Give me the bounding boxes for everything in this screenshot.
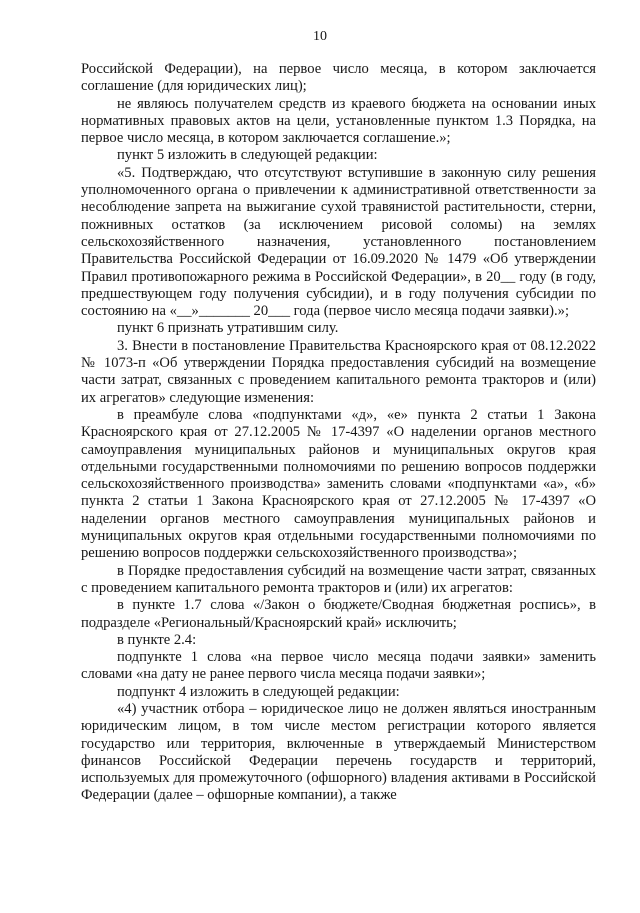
page-number: 10 <box>313 29 327 44</box>
paragraph: в Порядке предоставления субсидий на возмещение части затрат, связанных с проведением капитального ремонта тракторов и (или) их агрегатов: <box>81 562 596 596</box>
paragraph: «4) участник отбора – юридическое лицо не должен являться иностранным юридическим лицом, в том числе местом регистрации которого является государство или территория, включенные в утверждаемый Министерством финансов Российской Федерации перечень государств и территорий, используемых для промежуточного (офшорного) владения активами в Российской Федерации (далее – офшорные компании), а также <box>81 700 596 804</box>
paragraph: в пункте 2.4: <box>117 631 197 648</box>
paragraph: в пункте 1.7 слова «/Закон о бюджете/Сводная бюджетная роспись», в подразделе «Региональный/Красноярский край» исключить; <box>81 597 596 631</box>
paragraph: Российской Федерации), на первое число месяца, в котором заключается соглашение (для юридических лиц); <box>81 61 596 95</box>
paragraph: не являюсь получателем средств из краевого бюджета на основании иных нормативных правовых актов на цели, установленные пунктом 1.3 Порядка, на первое число месяца, в котором заключается соглашение.»; <box>81 95 596 147</box>
paragraph: 3. Внести в постановление Правительства Красноярского края от 08.12.2022 № 1073-п «Об утверждении Порядка предоставления субсидий на возмещение части затрат, связанных с проведением капитального ремонта тракторов и (или) их агрегатов» следующие изменения: <box>81 337 596 406</box>
paragraph: подпункте 1 слова «на первое число месяца подачи заявки» заменить словами «на дату не ранее первого числа месяца подачи заявки»; <box>81 649 596 683</box>
paragraph: в преамбуле слова «подпунктами «д», «е» пункта 2 статьи 1 Закона Красноярского края от 27.12.2005 № 17-4397 «О наделении органов местного самоуправления муниципальных районов и муниципальных округов края отдельными государственными полномочиями по решению вопросов поддержки сельскохозяйственного производства» заменить словами «подпунктами «а», «б» пункта 2 статьи 1 Закона Красноярского края от 27.12.2005 № 17-4397 «О наделении органов местного самоуправления муниципальных районов и муниципальных округов края отдельными государственными полномочиями по решению вопросов поддержки сельскохозяйственного производства»; <box>81 406 596 562</box>
document-body <box>81 61 596 805</box>
paragraph: «5. Подтверждаю, что отсутствуют вступившие в законную силу решения уполномоченного органа о привлечении к административной ответственности за несоблюдение запрета на выжигание сухой травянистой растительности, стерни, пожнивных остатков (за исключением рисовой соломы) на землях сельскохозяйственного назначения, установленного постановлением Правительства Российской Федерации от 16.09.2020 № 1479 «Об утверждении Правил противопожарного режима в Российской Федерации», в 20__ году (в году, предшествующем году получения субсидии), и в году получения субсидии по состоянию на «__»_______ 20___ года (первое число месяца подачи заявки).»; <box>81 164 596 320</box>
paragraph: пункт 5 изложить в следующей редакции: <box>117 147 378 164</box>
paragraph: подпункт 4 изложить в следующей редакции: <box>117 683 400 700</box>
paragraph: пункт 6 признать утратившим силу. <box>117 320 339 337</box>
